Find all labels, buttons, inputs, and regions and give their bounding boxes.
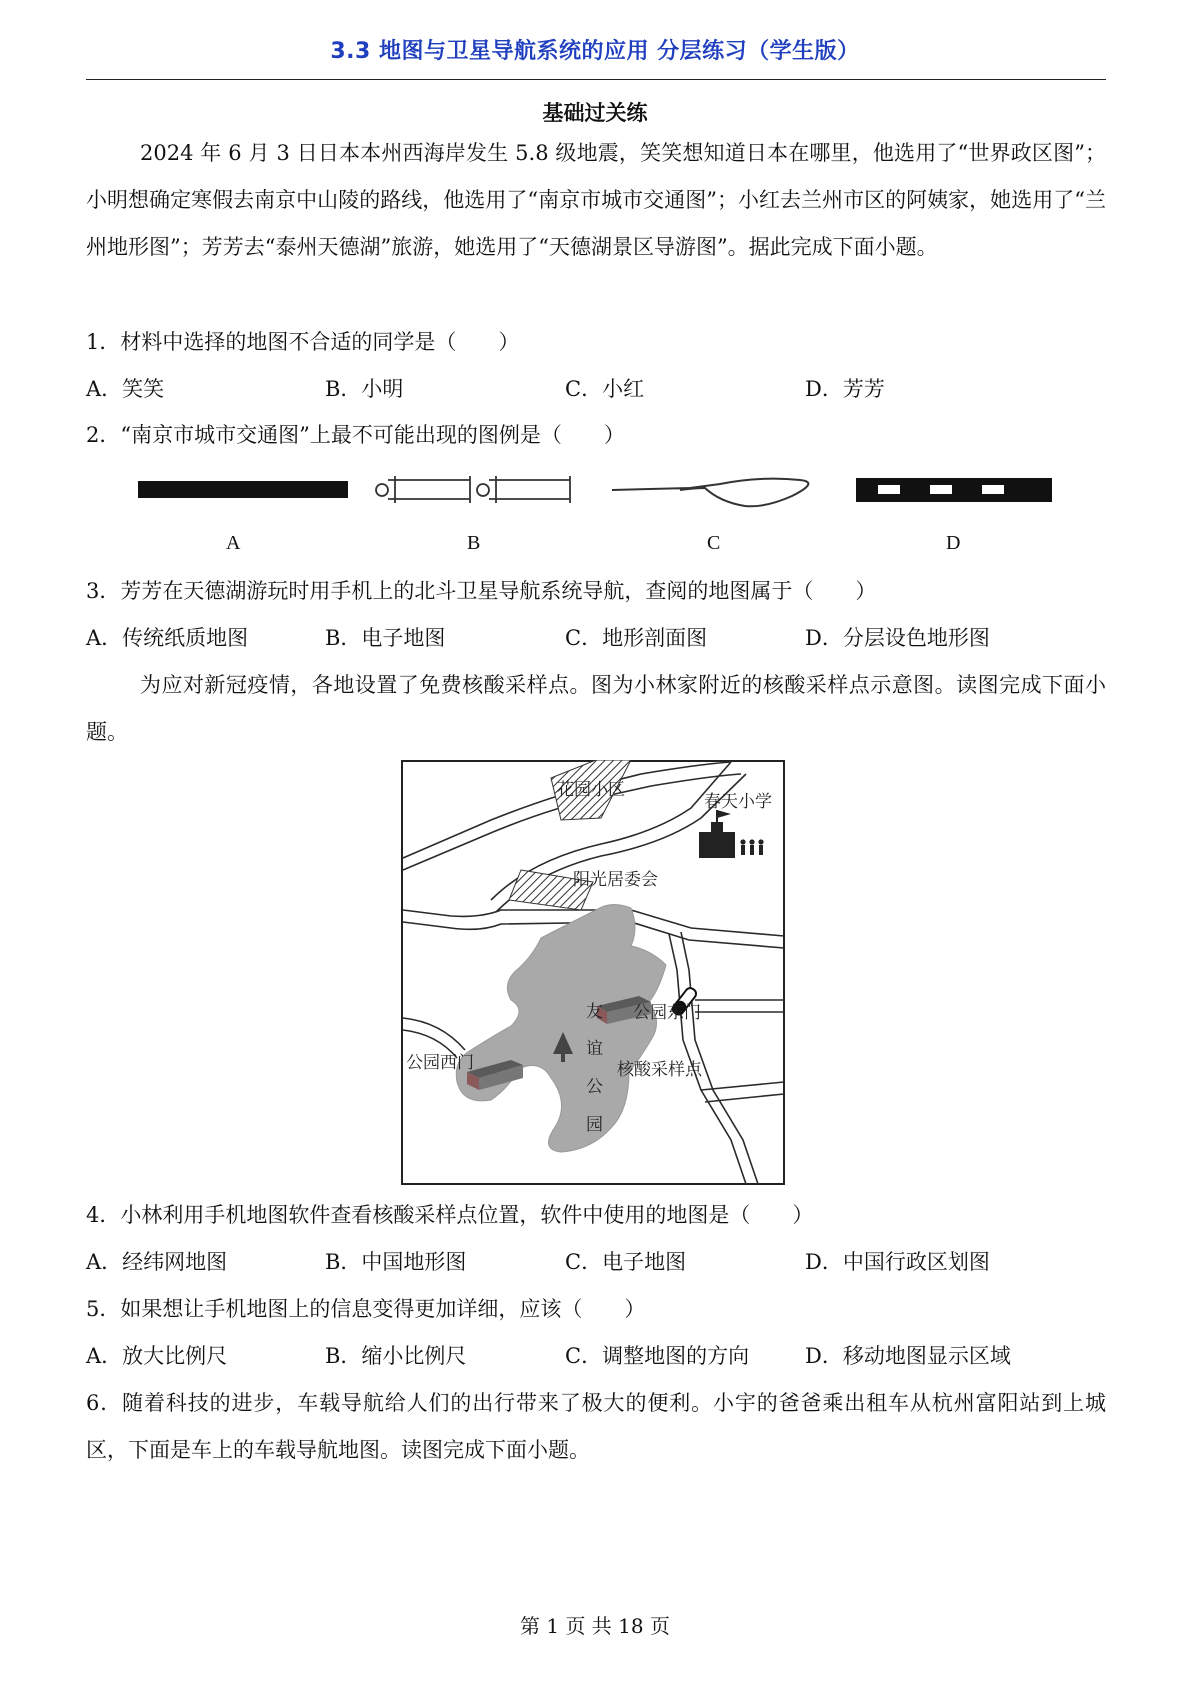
q1-option-b: B．小明	[325, 377, 404, 401]
q3-option-d: D．分层设色地形图	[805, 626, 990, 650]
label-sunshine-committee: 阳光居委会	[573, 870, 658, 890]
q3-option-b: B．电子地图	[325, 626, 446, 650]
q4-option-b: B．中国地形图	[325, 1250, 467, 1274]
label-park-west-gate: 公园西门	[406, 1053, 474, 1073]
legend-symbols	[120, 466, 1080, 516]
section-title: 基础过关练	[542, 101, 648, 125]
legend-letter-c: C	[707, 532, 721, 554]
legend-letter-d: D	[946, 532, 961, 554]
intro-paragraph-1: 2024 年 6 月 3 日日本本州西海岸发生 5.8 级地震，笑笑想知道日本在哪里，他选用了“世界政区图”；小明想确定寒假去南京中山陵的路线，他选用了“南京市城市交通图”；小红去兰州市区的阿姨家，她选用了“兰州地形图”；芳芳去“泰州天德湖”旅游，她选用了“天德湖景区导游图”。据此完成下面小题。	[86, 141, 1106, 259]
q1-option-d: D．芳芳	[805, 377, 885, 401]
question-6-text: 6．随着科技的进步，车载导航给人们的出行带来了极大的便利。小宇的爸爸乘出租车从杭州富阳站到上城区，下面是车上的车载导航地图。读图完成下面小题。	[86, 1391, 1106, 1462]
document-header: 3.3 地图与卫星导航系统的应用 分层练习（学生版）	[330, 39, 860, 64]
label-spring-school: 春天小学	[704, 792, 772, 812]
legend-c-symbol	[612, 479, 808, 507]
label-park-name-4: 园	[586, 1115, 603, 1135]
question-1-stem: 1．材料中选择的地图不合适的同学是（ ）	[86, 330, 520, 354]
q5-option-a: A．放大比例尺	[86, 1344, 228, 1368]
legend-letter-a: A	[226, 532, 241, 554]
q5-option-d: D．移动地图显示区域	[805, 1344, 1011, 1368]
legend-b-symbol	[376, 476, 570, 503]
q5-option-c: C．调整地图的方向	[565, 1344, 750, 1368]
q4-option-d: D．中国行政区划图	[805, 1250, 990, 1274]
q1-option-c: C．小红	[565, 377, 645, 401]
header-rule	[86, 79, 1106, 80]
label-park-name-1: 友	[586, 1002, 603, 1022]
label-park-name-3: 公	[586, 1077, 603, 1097]
q3-option-a: A．传统纸质地图	[86, 626, 249, 650]
legend-d-symbol	[856, 478, 1052, 502]
nucleic-site-map	[401, 760, 785, 1185]
label-park-east-gate: 公园东门	[633, 1003, 701, 1023]
question-3-stem: 3．芳芳在天德湖游玩时用手机上的北斗卫星导航系统导航，查阅的地图属于（ ）	[86, 579, 877, 603]
q4-option-c: C．电子地图	[565, 1250, 687, 1274]
q5-option-b: B．缩小比例尺	[325, 1344, 467, 1368]
label-park-name-2: 谊	[586, 1039, 603, 1059]
question-5-stem: 5．如果想让手机地图上的信息变得更加详细，应该（ ）	[86, 1297, 646, 1321]
q1-option-a: A．笑笑	[86, 377, 165, 401]
question-4-stem: 4．小林利用手机地图软件查看核酸采样点位置，软件中使用的地图是（ ）	[86, 1203, 814, 1227]
page-footer: 第 1 页 共 18 页	[520, 1614, 670, 1638]
label-garden-community: 花园小区	[557, 780, 625, 800]
label-nucleic-site: 核酸采样点	[617, 1060, 702, 1080]
q3-option-c: C．地形剖面图	[565, 626, 708, 650]
intro-paragraph-2: 为应对新冠疫情，各地设置了免费核酸采样点。图为小林家附近的核酸采样点示意图。读图完成下面小题。	[86, 673, 1106, 744]
question-2-stem: 2．“南京市城市交通图”上最不可能出现的图例是（ ）	[86, 423, 625, 447]
q4-option-a: A．经纬网地图	[86, 1250, 228, 1274]
legend-a-thick-line	[138, 481, 348, 498]
legend-letter-b: B	[467, 532, 481, 554]
